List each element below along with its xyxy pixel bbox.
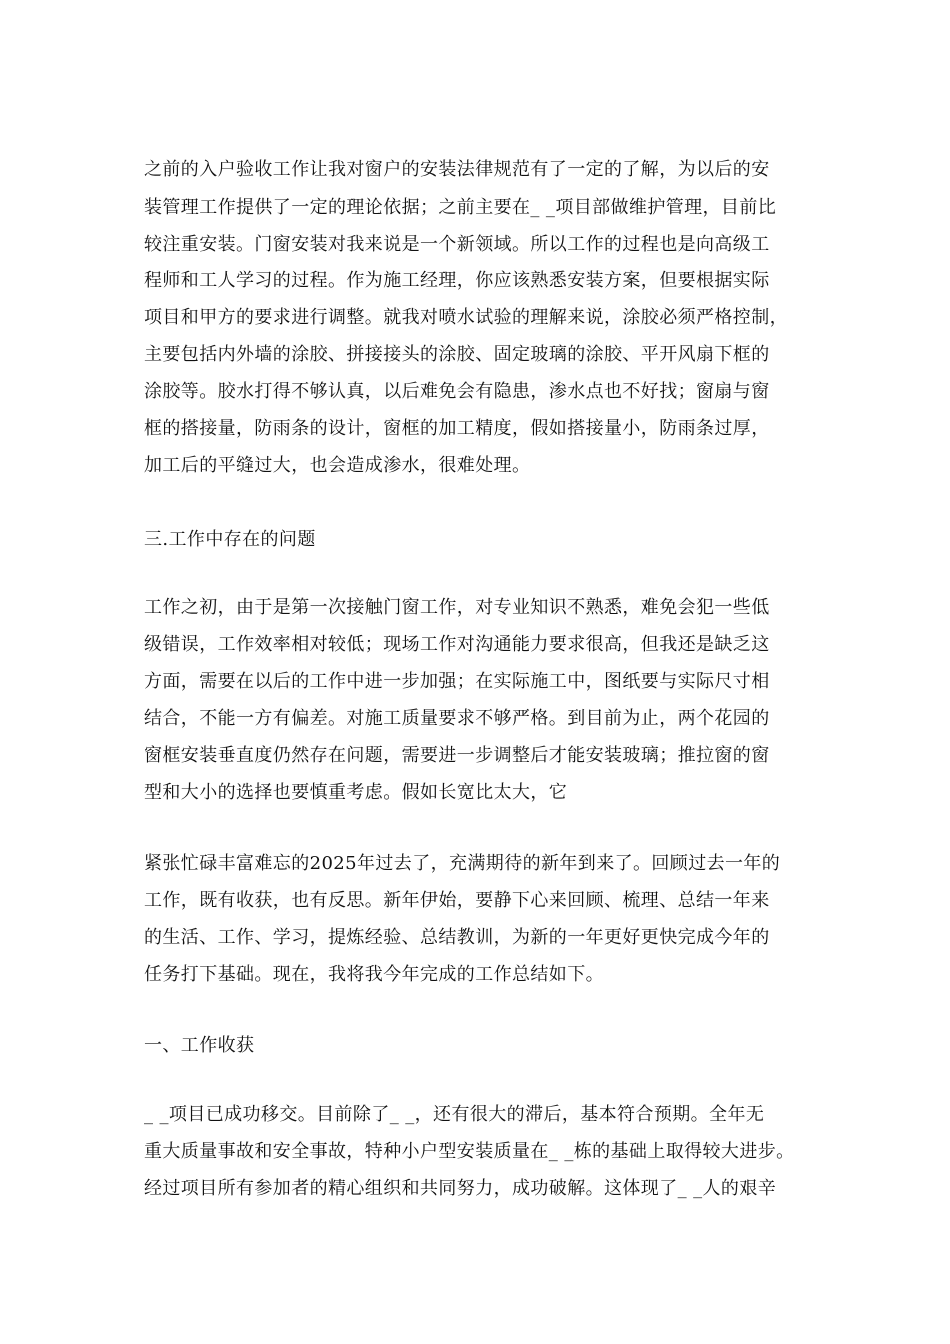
paragraph-1-line-7: 涂胶等。胶水打得不够认真，以后难免会有隐患，渗水点也不好找；窗扇与窗 [144,381,770,402]
paragraph-4-line-3: 经过项目所有参加者的精心组织和共同努力，成功破解。这体现了_ _人的艰辛 [144,1178,777,1199]
paragraph-4-line-1: _ _项目已成功移交。目前除了_ _，还有很大的滞后，基本符合预期。全年无 [144,1104,765,1125]
paragraph-1-line-4: 程师和工人学习的过程。作为施工经理，你应该熟悉安装方案，但要根据实际 [144,270,770,291]
paragraph-1-line-8: 框的搭接量，防雨条的设计，窗框的加工精度，假如搭接量小，防雨条过厚， [144,418,770,439]
paragraph-3-line-3: 的生活、工作、学习，提炼经验、总结教训，为新的一年更好更快完成今年的 [144,927,770,948]
paragraph-1-line-2: 装管理工作提供了一定的理论依据；之前主要在_ _项目部做维护管理，目前比 [144,197,777,218]
paragraph-1-line-9: 加工后的平缝过大，也会造成渗水，很难处理。 [144,455,531,476]
section-heading-problems: 三.工作中存在的问题 [144,529,316,550]
section-heading-achievements: 一、工作收获 [144,1035,255,1056]
paragraph-4-line-2: 重大质量事故和安全事故，特种小户型安装质量在_ _栋的基础上取得较大进步。 [144,1141,795,1162]
paragraph-2-line-1: 工作之初，由于是第一次接触门窗工作，对专业知识不熟悉，难免会犯一些低 [144,597,770,618]
paragraph-1-line-6: 主要包括内外墙的涂胶、拼接接头的涂胶、固定玻璃的涂胶、平开风扇下框的 [144,344,770,365]
paragraph-3-line-1: 紧张忙碌丰富难忘的2025年过去了，充满期待的新年到来了。回顾过去一年的 [144,853,781,874]
paragraph-2-line-5: 窗框安装垂直度仍然存在问题，需要进一步调整后才能安装玻璃；推拉窗的窗 [144,745,770,766]
paragraph-2-line-4: 结合，不能一方有偏差。对施工质量要求不够严格。到目前为止，两个花园的 [144,708,770,729]
paragraph-3-line-2: 工作，既有收获，也有反思。新年伊始，要静下心来回顾、梳理、总结一年来 [144,890,770,911]
paragraph-1-line-1: 之前的入户验收工作让我对窗户的安装法律规范有了一定的了解，为以后的安 [144,159,770,180]
paragraph-2-line-3: 方面，需要在以后的工作中进一步加强；在实际施工中，图纸要与实际尺寸相 [144,671,770,692]
paragraph-1-line-3: 较注重安装。门窗安装对我来说是一个新领域。所以工作的过程也是向高级工 [144,234,770,255]
paragraph-3-line-4: 任务打下基础。现在，我将我今年完成的工作总结如下。 [144,964,604,985]
paragraph-1-line-5: 项目和甲方的要求进行调整。就我对喷水试验的理解来说，涂胶必须严格控制， [144,307,788,328]
paragraph-2-line-2: 级错误，工作效率相对较低；现场工作对沟通能力要求很高，但我还是缺乏这 [144,634,770,655]
paragraph-2-line-6: 型和大小的选择也要慎重考虑。假如长宽比太大，它 [144,782,568,803]
